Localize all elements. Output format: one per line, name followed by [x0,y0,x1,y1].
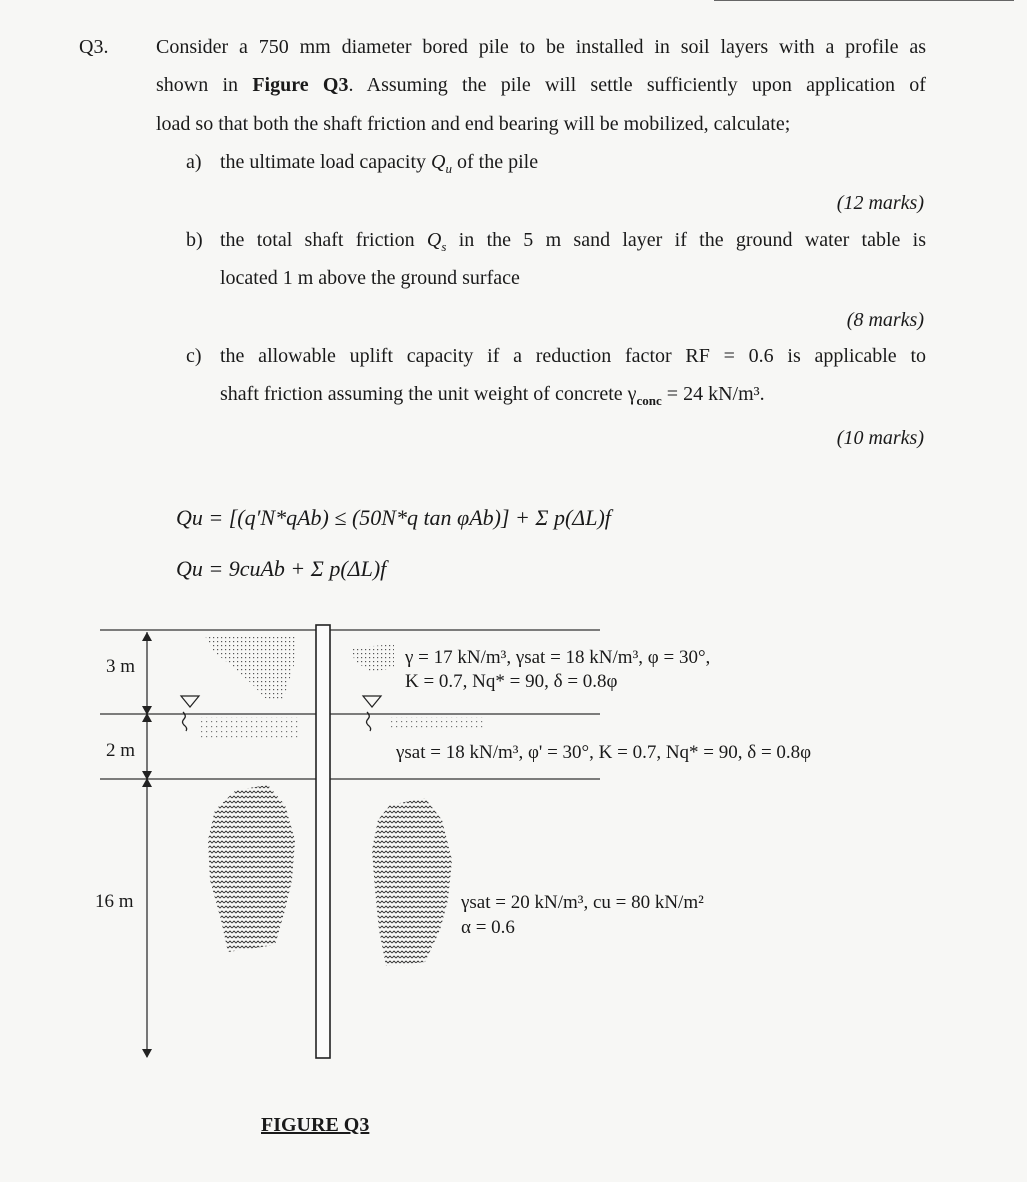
part-c-marks: (10 marks) [836,427,924,449]
part-c-label: c) [186,345,202,367]
layer-1-properties-line-2: K = 0.7, Nq* = 90, δ = 0.8φ [405,671,618,692]
dim-label-3m: 3 m [106,656,136,677]
part-a-label: a) [186,151,202,173]
dim-label-2m: 2 m [106,740,136,761]
clay-hatch-left [208,785,295,952]
question-number: Q3. [79,36,109,58]
layer-3-properties-line-1: γsat = 20 kN/m³, cu = 80 kN/m² [461,892,704,913]
pile-shaft [316,625,330,1058]
layer-3-properties-line-2: α = 0.6 [461,917,515,938]
layer-1-properties-line-1: γ = 17 kN/m³, γsat = 18 kN/m³, φ = 30°, [405,647,711,668]
equation-1: Qu = [(q′N*qAb) ≤ (50N*q tan φAb)] + Σ p(ΔL)f [176,505,611,530]
intro-line-2: shown in Figure Q3. Assuming the pile will settle sufficiently upon application of [156,74,926,96]
part-a-marks: (12 marks) [836,192,924,214]
equation-2: Qu = 9cuAb + Σ p(ΔL)f [176,556,387,581]
layer-2-properties: γsat = 18 kN/m³, φ' = 30°, K = 0.7, Nq* = 90, δ = 0.8φ [396,742,812,763]
part-b-marks: (8 marks) [846,309,924,331]
sand-hatch-right [352,644,394,672]
intro-line-3: load so that both the shaft friction and end bearing will be mobilized, calculate; [156,113,791,135]
intro-line-1: Consider a 750 mm diameter bored pile to be installed in soil layers with a profile as [156,36,926,58]
clay-hatch-right [372,798,452,966]
part-b-label: b) [186,229,203,251]
part-b-line-2: located 1 m above the ground surface [220,267,520,289]
figure-title: FIGURE Q3 [261,1114,370,1136]
part-b-line-1: the total shaft friction $Q_s$ in the 5 m sand layer if the ground water table is [220,229,927,254]
part-a-text: the ultimate load capacity $Q_u$ of the pile [220,151,539,176]
lower-sand-hatch-left [200,717,300,739]
sand-hatch-left [205,636,295,700]
part-c-line-1: the allowable uplift capacity if a reduction factor RF = 0.6 is applicable to [220,345,926,367]
figure-reference: Figure Q3 [252,74,349,96]
lower-sand-hatch-right [388,717,484,731]
part-c-line-2: shaft friction assuming the unit weight of concrete $\gamma_{conc} = 24$ kN/m³. [220,383,765,408]
dim-label-16m: 16 m [95,891,134,912]
